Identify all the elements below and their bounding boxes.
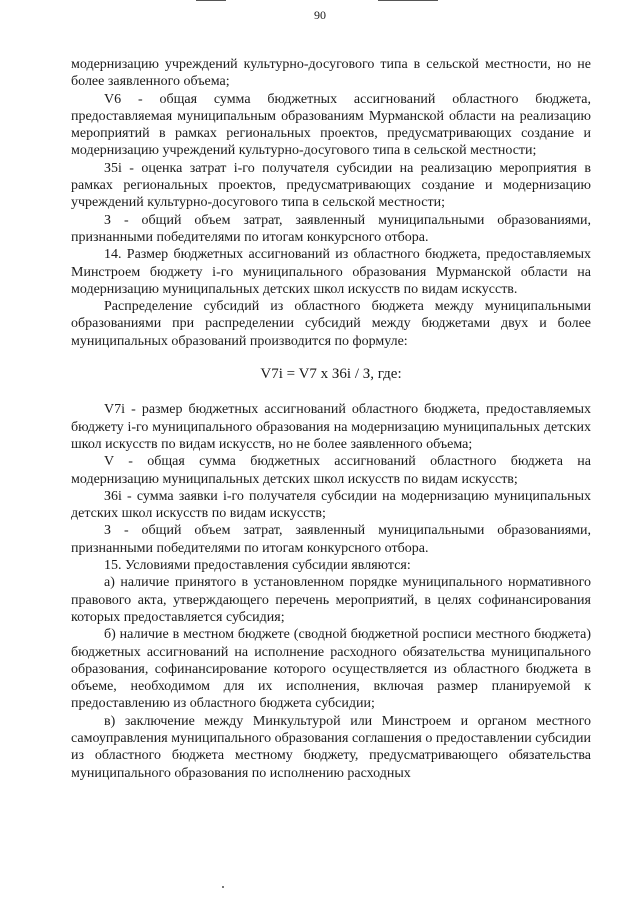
paragraph: V7i - размер бюджетных ассигнований областного бюджета, предоставляемых бюджету i-го муниципального образования на модернизацию муниципальных детских школ искусств по видам искусств, но не более заявленного объема; (71, 402, 591, 452)
paragraph: Распределение субсидий из областного бюджета между муниципальными образованиями при распределении субсидий между бюджетами двух и более муниципальных образований производится по формуле: (71, 299, 591, 349)
paragraph: V - общая сумма бюджетных ассигнований областного бюджета на модернизацию муниципальных детских школ искусств по видам искусств; (71, 454, 591, 487)
paragraph: З - общий объем затрат, заявленный муниципальными образованиями, признанными победителями по итогам конкурсного отбора. (71, 212, 591, 245)
page-number: 90 (314, 8, 326, 22)
paragraph: З6i - сумма заявки i-го получателя субсидии на модернизацию муниципальных детских школ искусств по видам искусств; (71, 488, 591, 522)
formula: V7i = V7 x З6i / З, где: (260, 366, 402, 383)
scan-speck (222, 886, 224, 888)
paragraph: 15. Условиями предоставления субсидии являются: (104, 558, 411, 574)
paragraph: в) заключение между Минкультурой или Минстроем и органом местного самоуправления муниципального образования соглашения о предоставлении субсидии из областного бюджета местному бюджету, предусматривающего обязательства муниципального образования по исполнению расходных (71, 713, 591, 781)
paragraph: З5i - оценка затрат i-го получателя субсидии на реализацию мероприятия в рамках региональных проектов, предусматривающих создание и модернизацию учреждений культурно-досугового типа в сельской местности; (71, 160, 591, 211)
paragraph: 14. Размер бюджетных ассигнований из областного бюджета, предоставляемых Минстроем бюджету i-го муниципального образования Мурманской области на модернизацию муниципальных детских школ искусств по видам искусств. (71, 247, 591, 297)
paragraph: б) наличие в местном бюджете (сводной бюджетной росписи местного бюджета) бюджетных ассигнований на исполнение расходного обязательства муниципального образования, софинансирование которого осуществляется из областного бюджета в объеме, необходимом для их исполнения, включая размер планируемой к предоставлению из областного бюджета субсидии; (71, 627, 591, 712)
paragraph: а) наличие принятого в установленном порядке муниципального нормативного правового акта, утверждающего перечень мероприятий, в целях софинансирования которых предоставляется субсидия; (71, 575, 591, 625)
paragraph: V6 - общая сумма бюджетных ассигнований областного бюджета, предоставляемая муниципальным образованиям Мурманской области на реализацию мероприятий в рамках региональных проектов, предусматривающих создание и модернизацию учреждений культурно-досугового типа в сельской местности; (71, 91, 591, 159)
paragraph: модернизацию учреждений культурно-досугового типа в сельской местности, но не более заявленного объема; (71, 57, 591, 90)
scan-artifact-right (378, 0, 438, 1)
document-body (71, 56, 591, 782)
scan-artifact-left (196, 0, 226, 1)
paragraph: З - общий объем затрат, заявленный муниципальными образованиями, признанными победителями по итогам конкурсного отбора. (71, 523, 591, 556)
